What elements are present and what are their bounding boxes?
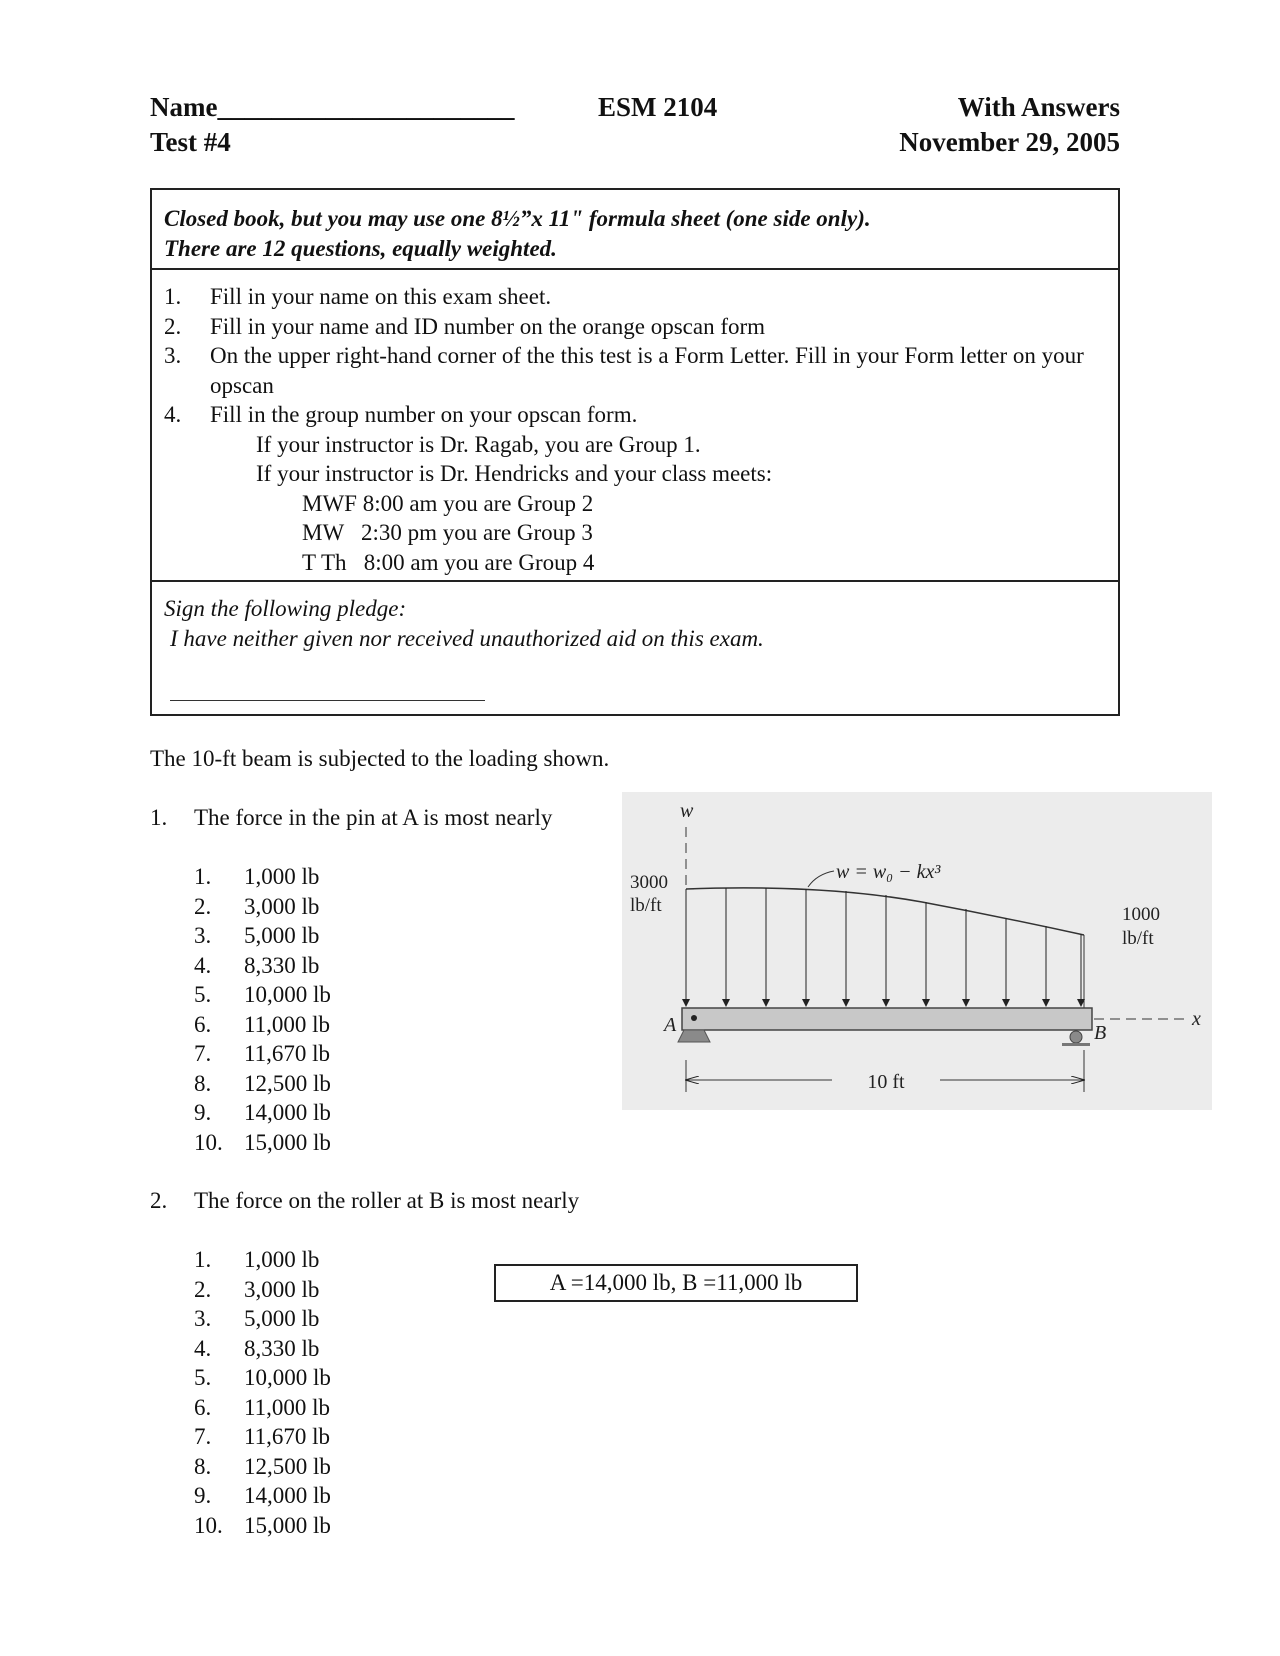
option-item[interactable]: [194, 1363, 331, 1393]
option-number: 1.: [194, 864, 212, 889]
option-item[interactable]: [194, 1245, 331, 1275]
step-number: 2.: [164, 313, 182, 339]
option-number: 10.: [194, 1129, 223, 1155]
answers-label: With Answers: [957, 92, 1120, 122]
answer-text: A =14,000 lb, B =11,000 lb: [549, 1270, 803, 1295]
beam-diagram: [622, 792, 1212, 1110]
option-item[interactable]: [194, 1481, 331, 1511]
pledge-text: I have neither given nor received unauthorized aid on this exam.: [170, 626, 764, 651]
option-value: 12,500 lb: [244, 1453, 331, 1479]
step-item: [164, 282, 1106, 312]
option-number: 5.: [194, 1365, 212, 1390]
rule-line: There are 12 questions, equally weighted.: [164, 236, 557, 261]
option-value: 10,000 lb: [244, 1365, 331, 1390]
step-text: On the upper right-hand corner of the this test is a Form Letter. Fill in your Form letter on your opscan: [210, 343, 1084, 398]
option-number: 2.: [194, 893, 212, 919]
figure-background: [622, 792, 1212, 1110]
rule-line: Closed book, but you may use one 8½”x 11" formula sheet (one side only).: [164, 206, 871, 231]
option-number: 7.: [194, 1424, 212, 1449]
instructions-box: [150, 188, 1120, 716]
option-value: 11,000 lb: [244, 1394, 331, 1420]
left-load-unit: lb/ft: [630, 895, 662, 916]
schedule-line: MW 2:30 pm you are Group 3: [302, 520, 593, 545]
step-item: [164, 312, 1106, 342]
support-b-label: B: [1094, 1022, 1107, 1044]
option-number: 9.: [194, 1100, 212, 1125]
option-item[interactable]: [194, 951, 331, 981]
right-load-value: 1000: [1122, 904, 1160, 925]
option-value: 5,000 lb: [244, 923, 320, 948]
option-value: 3,000 lb: [244, 1276, 320, 1302]
step-text: Fill in the group number on your opscan form.: [210, 402, 638, 427]
question-number: 1.: [150, 805, 168, 830]
option-number: 7.: [194, 1041, 212, 1066]
option-value: 10,000 lb: [244, 982, 331, 1007]
course-code: ESM 2104: [598, 92, 718, 122]
right-load-unit: lb/ft: [1122, 928, 1154, 949]
option-item[interactable]: [194, 1452, 331, 1482]
step-item: [164, 400, 1106, 430]
option-number: 10.: [194, 1512, 223, 1538]
option-value: 14,000 lb: [244, 1100, 331, 1125]
span-label: 10 ft: [867, 1071, 905, 1093]
option-item[interactable]: [194, 862, 331, 892]
option-number: 8.: [194, 1070, 212, 1096]
option-value: 12,500 lb: [244, 1070, 331, 1096]
load-equation: w = w₀ − kx³: [836, 861, 941, 883]
question-2: [150, 1186, 579, 1216]
option-value: 8,330 lb: [244, 1335, 320, 1361]
option-value: 15,000 lb: [244, 1512, 331, 1538]
pin-support-a: [678, 1030, 710, 1042]
w-axis-label: w: [680, 800, 694, 822]
option-value: 1,000 lb: [244, 864, 320, 889]
option-item[interactable]: [194, 1039, 331, 1069]
step-number: 1.: [164, 284, 182, 309]
answer-box: [494, 1264, 858, 1302]
step-text: Fill in your name and ID number on the orange opscan form: [210, 313, 766, 339]
schedule-line: MWF 8:00 am you are Group 2: [302, 490, 594, 516]
option-number: 3.: [194, 1306, 212, 1331]
option-value: 11,000 lb: [244, 1011, 331, 1037]
option-item[interactable]: [194, 1393, 331, 1423]
name-field-label: Name______________________: [150, 92, 515, 122]
option-value: 11,670 lb: [244, 1424, 331, 1449]
step-text: Fill in your name on this exam sheet.: [210, 284, 552, 309]
option-item[interactable]: [194, 921, 331, 951]
pin-point: [691, 1015, 697, 1021]
option-number: 9.: [194, 1483, 212, 1508]
option-item[interactable]: [194, 1128, 331, 1158]
step-number: 3.: [164, 343, 182, 368]
beam: [682, 1008, 1092, 1030]
option-value: 14,000 lb: [244, 1483, 331, 1508]
option-number: 4.: [194, 1335, 212, 1361]
option-number: 8.: [194, 1453, 212, 1479]
option-number: 4.: [194, 952, 212, 978]
roller-base: [1062, 1043, 1090, 1046]
step-number: 4.: [164, 402, 182, 427]
option-number: 2.: [194, 1276, 212, 1302]
option-number: 5.: [194, 982, 212, 1007]
option-item[interactable]: [194, 1511, 331, 1541]
option-number: 3.: [194, 923, 212, 948]
test-number: Test #4: [150, 127, 231, 157]
signature-line[interactable]: [170, 700, 485, 701]
option-value: 3,000 lb: [244, 893, 320, 919]
question-text: The force on the roller at B is most nearly: [194, 1188, 580, 1213]
question-text: The force in the pin at A is most nearly: [194, 805, 553, 830]
left-load-value: 3000: [630, 872, 668, 893]
option-item[interactable]: [194, 892, 331, 922]
question-2-options: [194, 1245, 331, 1540]
option-number: 1.: [194, 1247, 212, 1272]
steps-section: [152, 270, 1118, 582]
pledge-title: Sign the following pledge:: [164, 596, 407, 621]
option-number: 6.: [194, 1394, 212, 1420]
roller-support-b: [1070, 1031, 1082, 1043]
question-1-options: [194, 862, 331, 1157]
option-value: 1,000 lb: [244, 1247, 320, 1272]
option-item[interactable]: [194, 1422, 331, 1452]
group-line: If your instructor is Dr. Hendricks and your class meets:: [256, 461, 773, 486]
question-1: [150, 803, 552, 833]
option-item[interactable]: [194, 1069, 331, 1099]
step-item: [164, 341, 1106, 400]
rules-section: [152, 190, 1118, 270]
question-number: 2.: [150, 1188, 168, 1213]
option-item[interactable]: [194, 980, 331, 1010]
option-item[interactable]: [194, 1275, 331, 1305]
support-a-label: A: [664, 1014, 677, 1036]
exam-date: November 29, 2005: [899, 127, 1120, 157]
option-value: 15,000 lb: [244, 1129, 331, 1155]
option-value: 5,000 lb: [244, 1306, 320, 1331]
option-item[interactable]: [194, 1098, 331, 1128]
option-number: 6.: [194, 1011, 212, 1037]
option-item[interactable]: [194, 1334, 331, 1364]
problem-intro: The 10-ft beam is subjected to the loading shown.: [150, 746, 610, 771]
pledge-section: [152, 582, 1118, 714]
option-item[interactable]: [194, 1304, 331, 1334]
group-line: If your instructor is Dr. Ragab, you are Group 1.: [256, 431, 701, 457]
option-value: 11,670 lb: [244, 1041, 331, 1066]
option-item[interactable]: [194, 1010, 331, 1040]
option-value: 8,330 lb: [244, 952, 320, 978]
schedule-line: T Th 8:00 am you are Group 4: [302, 549, 595, 575]
x-axis-label: x: [1192, 1008, 1201, 1030]
